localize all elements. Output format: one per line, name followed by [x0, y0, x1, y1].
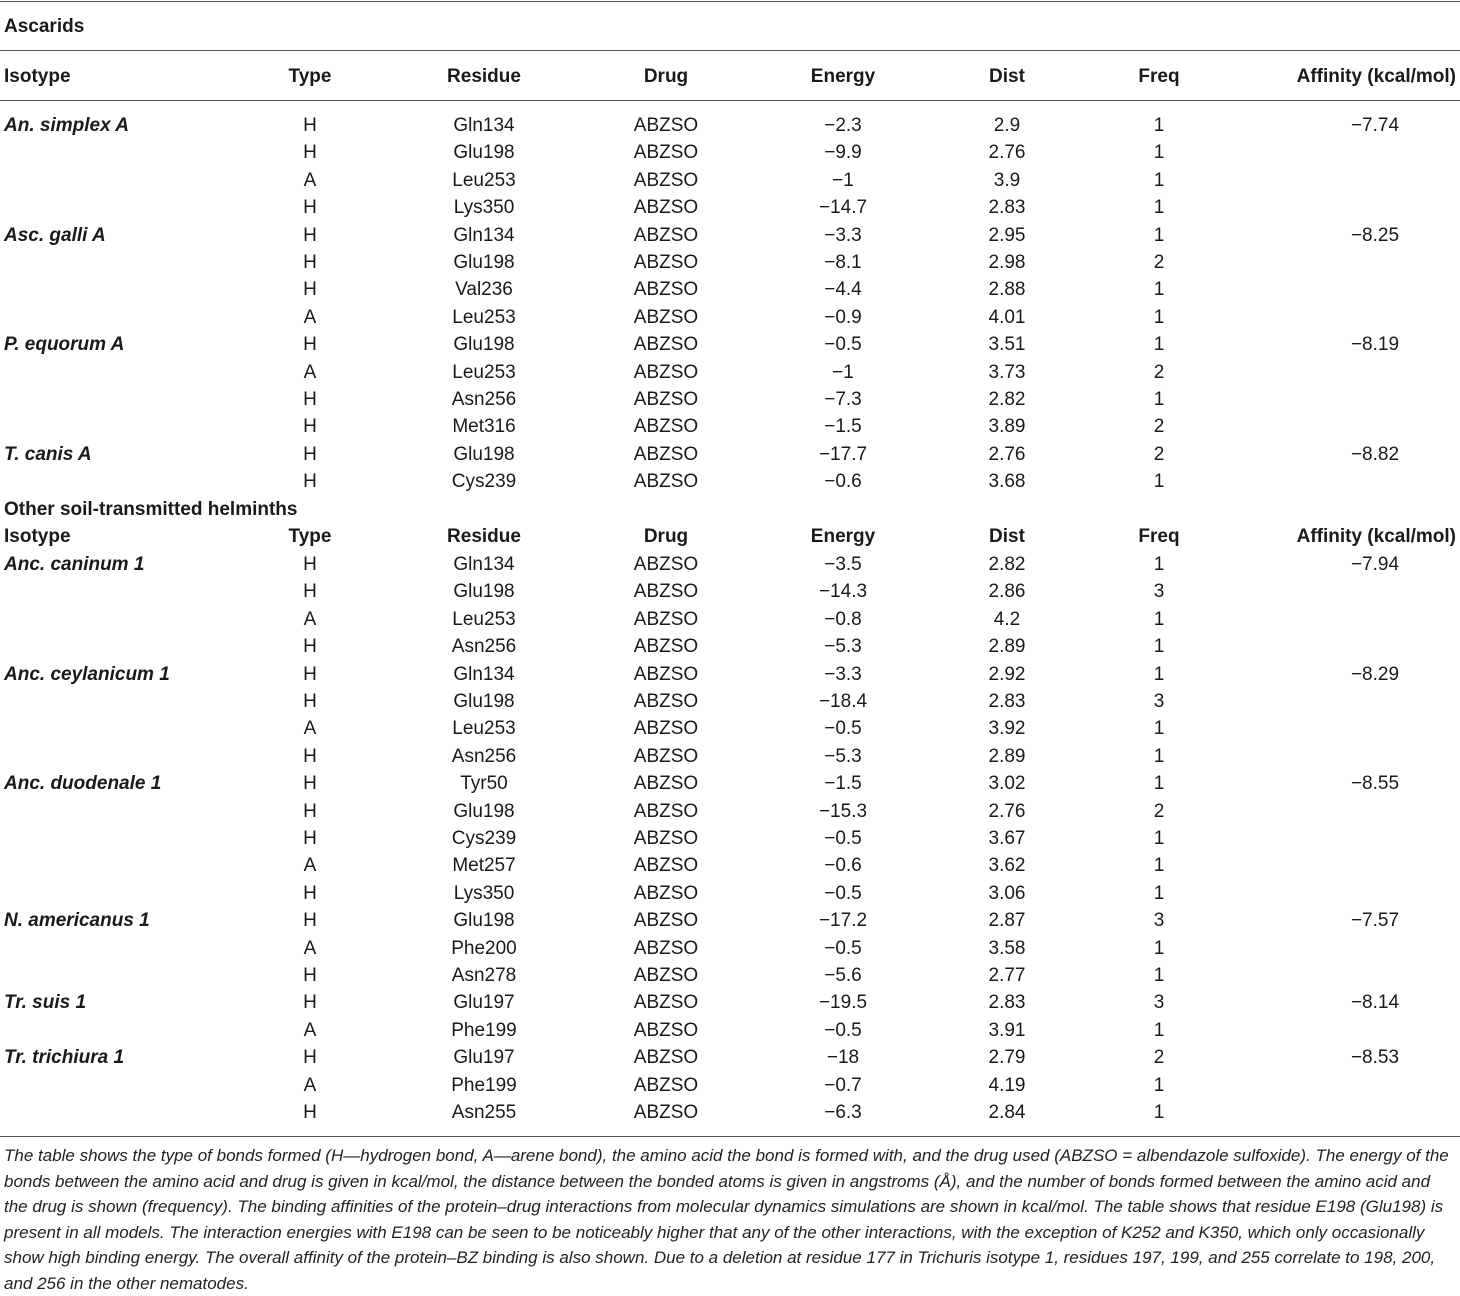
type-cell: H — [303, 636, 317, 658]
table-row — [0, 1017, 1460, 1044]
type-cell: H — [303, 554, 317, 575]
drug-cell: ABZSO — [633, 773, 699, 795]
freq-cell: 1 — [1153, 471, 1165, 493]
drug-cell: ABZSO — [633, 416, 699, 438]
dist-cell: 3.02 — [988, 773, 1026, 795]
drug-cell: ABZSO — [633, 800, 699, 822]
header-type: Type — [288, 66, 332, 87]
header-isotype: Isotype — [4, 66, 71, 87]
drug-cell: ABZSO — [633, 1047, 699, 1069]
type-cell: A — [303, 937, 317, 959]
energy-cell: −3.3 — [824, 663, 862, 685]
dist-cell: 2.87 — [988, 910, 1026, 932]
dist-cell: 2.84 — [988, 1102, 1026, 1123]
dist-cell: 3.92 — [988, 718, 1026, 740]
freq-cell: 1 — [1153, 142, 1165, 164]
type-cell: H — [303, 745, 317, 767]
affinity-cell: −7.57 — [1350, 910, 1400, 932]
dist-cell: 3.06 — [988, 882, 1026, 904]
table-row — [0, 359, 1460, 386]
isotype-cell: Anc. duodenale 1 — [4, 773, 162, 795]
dist-cell: 2.9 — [993, 115, 1021, 136]
freq-cell: 1 — [1153, 306, 1165, 328]
header-freq: Freq — [1138, 66, 1180, 87]
drug-cell: ABZSO — [633, 1019, 699, 1041]
isotype-cell: Anc. ceylanicum 1 — [4, 663, 170, 685]
drug-cell: ABZSO — [633, 389, 699, 410]
dist-cell: 2.82 — [988, 554, 1026, 575]
header-row-other-sth — [0, 523, 1460, 550]
dist-cell: 2.79 — [988, 1047, 1026, 1069]
energy-cell: −19.5 — [818, 992, 868, 1014]
dist-cell: 3.9 — [993, 169, 1021, 191]
energy-cell: −0.5 — [824, 1019, 862, 1041]
residue-cell: Glu198 — [453, 142, 515, 164]
energy-cell: −0.6 — [824, 855, 862, 877]
drug-cell: ABZSO — [633, 279, 699, 301]
affinity-cell: −7.74 — [1350, 115, 1400, 136]
residue-cell: Asn256 — [451, 389, 517, 410]
isotype-cell: Asc. galli A — [4, 224, 106, 246]
affinity-cell: −8.82 — [1350, 443, 1400, 465]
dist-cell: 2.76 — [988, 142, 1026, 164]
type-cell: H — [303, 773, 317, 795]
header-type: Type — [288, 526, 332, 547]
header-row-ascarids — [0, 63, 1460, 90]
dist-cell: 3.62 — [988, 855, 1026, 877]
affinity-cell: −8.29 — [1350, 663, 1400, 685]
header-freq: Freq — [1138, 526, 1180, 547]
type-cell: H — [303, 471, 317, 493]
type-cell: H — [303, 828, 317, 849]
table-row — [0, 112, 1460, 139]
affinity-cell: −8.53 — [1350, 1047, 1400, 1069]
affinity-cell: −8.55 — [1350, 773, 1400, 795]
residue-cell: Asn255 — [451, 1102, 517, 1123]
drug-cell: ABZSO — [633, 992, 699, 1014]
dist-cell: 3.58 — [988, 937, 1026, 959]
type-cell: H — [303, 663, 317, 685]
type-cell: H — [303, 882, 317, 904]
drug-cell: ABZSO — [633, 306, 699, 328]
type-cell: A — [303, 718, 317, 740]
type-cell: H — [303, 1047, 317, 1069]
type-cell: A — [303, 608, 317, 630]
freq-cell: 1 — [1153, 965, 1165, 986]
table-row — [0, 304, 1460, 331]
energy-cell: −18.4 — [818, 691, 868, 712]
energy-cell: −3.3 — [824, 224, 862, 246]
dist-cell: 2.95 — [988, 224, 1026, 246]
table-row — [0, 139, 1460, 166]
freq-cell: 1 — [1153, 197, 1165, 219]
freq-cell: 3 — [1153, 910, 1165, 932]
header-dist: Dist — [989, 66, 1025, 87]
drug-cell: ABZSO — [633, 965, 699, 986]
freq-cell: 1 — [1153, 554, 1165, 575]
freq-cell: 1 — [1153, 279, 1165, 301]
drug-cell: ABZSO — [633, 361, 699, 383]
dist-cell: 2.88 — [988, 279, 1026, 301]
type-cell: H — [303, 691, 317, 712]
isotype-cell: T. canis A — [4, 443, 92, 465]
drug-cell: ABZSO — [633, 691, 699, 712]
header-residue: Residue — [447, 66, 521, 87]
energy-cell: −0.8 — [824, 608, 862, 630]
freq-cell: 1 — [1153, 828, 1165, 849]
residue-cell: Lys350 — [453, 882, 515, 904]
type-cell: H — [303, 142, 317, 164]
type-cell: H — [303, 389, 317, 410]
isotype-cell: N. americanus 1 — [4, 910, 150, 932]
drug-cell: ABZSO — [633, 745, 699, 767]
residue-cell: Glu198 — [453, 252, 515, 273]
dist-cell: 3.51 — [988, 334, 1026, 356]
residue-cell: Phe199 — [451, 1074, 517, 1096]
residue-cell: Gln134 — [453, 115, 515, 136]
type-cell: H — [303, 115, 317, 136]
table-row — [0, 194, 1460, 221]
freq-cell: 1 — [1153, 882, 1165, 904]
type-cell: A — [303, 855, 317, 877]
drug-cell: ABZSO — [633, 718, 699, 740]
residue-cell: Glu197 — [453, 992, 515, 1014]
energy-cell: −1.5 — [824, 416, 862, 438]
energy-cell: −17.2 — [818, 910, 868, 932]
dist-cell: 2.92 — [988, 663, 1026, 685]
table-row — [0, 441, 1460, 468]
energy-cell: −1 — [832, 361, 854, 383]
energy-cell: −4.4 — [824, 279, 862, 301]
type-cell: H — [303, 1102, 317, 1123]
table-row — [0, 551, 1460, 578]
freq-cell: 2 — [1153, 252, 1165, 273]
dist-cell: 3.67 — [988, 828, 1026, 849]
drug-cell: ABZSO — [633, 937, 699, 959]
freq-cell: 2 — [1153, 1047, 1165, 1069]
residue-cell: Cys239 — [451, 471, 517, 493]
table-row — [0, 661, 1460, 688]
table-row — [0, 1072, 1460, 1099]
energy-cell: −1.5 — [824, 773, 862, 795]
type-cell: H — [303, 334, 317, 356]
freq-cell: 1 — [1153, 1102, 1165, 1123]
table-row — [0, 989, 1460, 1016]
table-row — [0, 331, 1460, 358]
affinity-cell: −8.14 — [1350, 992, 1400, 1014]
header-residue: Residue — [447, 526, 521, 547]
drug-cell: ABZSO — [633, 882, 699, 904]
residue-cell: Glu198 — [453, 800, 515, 822]
residue-cell: Lys350 — [453, 197, 515, 219]
top-rule — [0, 1, 1460, 2]
table-row — [0, 798, 1460, 825]
dist-cell: 4.2 — [993, 608, 1021, 630]
dist-cell: 3.91 — [988, 1019, 1026, 1041]
drug-cell: ABZSO — [633, 554, 699, 575]
dist-cell: 2.86 — [988, 581, 1026, 603]
table-row — [0, 386, 1460, 413]
dist-cell: 2.83 — [988, 691, 1026, 712]
freq-cell: 1 — [1153, 115, 1165, 136]
residue-cell: Phe199 — [451, 1019, 517, 1041]
freq-cell: 1 — [1153, 718, 1165, 740]
residue-cell: Tyr50 — [460, 773, 508, 795]
residue-cell: Met257 — [452, 855, 516, 877]
energy-cell: −18 — [826, 1047, 860, 1069]
dist-cell: 3.68 — [988, 471, 1026, 493]
affinity-cell: −8.25 — [1350, 224, 1400, 246]
drug-cell: ABZSO — [633, 828, 699, 849]
section-rule — [0, 50, 1460, 51]
dist-cell: 2.82 — [988, 389, 1026, 410]
drug-cell: ABZSO — [633, 1074, 699, 1096]
isotype-cell: An. simplex A — [4, 115, 129, 136]
dist-cell: 2.89 — [988, 636, 1026, 658]
dist-cell: 4.01 — [988, 306, 1026, 328]
residue-cell: Glu198 — [453, 691, 515, 712]
table-row — [0, 825, 1460, 852]
table-row — [0, 880, 1460, 907]
isotype-cell: P. equorum A — [4, 334, 125, 356]
freq-cell: 2 — [1153, 443, 1165, 465]
drug-cell: ABZSO — [633, 581, 699, 603]
freq-cell: 2 — [1153, 800, 1165, 822]
energy-cell: −1 — [832, 169, 854, 191]
drug-cell: ABZSO — [633, 608, 699, 630]
residue-cell: Gln134 — [453, 554, 515, 575]
drug-cell: ABZSO — [633, 252, 699, 273]
energy-cell: −7.3 — [824, 389, 862, 410]
type-cell: H — [303, 252, 317, 273]
energy-cell: −0.5 — [824, 334, 862, 356]
table-row — [0, 1044, 1460, 1071]
bottom-rule — [0, 1136, 1460, 1137]
type-cell: A — [303, 1074, 317, 1096]
drug-cell: ABZSO — [633, 471, 699, 493]
dist-cell: 2.83 — [988, 992, 1026, 1014]
table-row — [0, 413, 1460, 440]
residue-cell: Val236 — [455, 279, 513, 301]
type-cell: H — [303, 197, 317, 219]
dist-cell: 4.19 — [988, 1074, 1026, 1096]
freq-cell: 1 — [1153, 169, 1165, 191]
freq-cell: 1 — [1153, 745, 1165, 767]
table-row — [0, 852, 1460, 879]
table-row — [0, 962, 1460, 989]
residue-cell: Asn256 — [451, 745, 517, 767]
isotype-cell: Anc. caninum 1 — [4, 554, 145, 575]
freq-cell: 1 — [1153, 663, 1165, 685]
energy-cell: −8.1 — [824, 252, 862, 273]
drug-cell: ABZSO — [633, 1102, 699, 1123]
energy-cell: −0.9 — [824, 306, 862, 328]
header-drug: Drug — [643, 526, 689, 547]
dist-cell: 3.89 — [988, 416, 1026, 438]
energy-cell: −0.6 — [824, 471, 862, 493]
header-rule — [0, 100, 1460, 101]
isotype-cell: Tr. suis 1 — [4, 992, 87, 1014]
dist-cell: 2.77 — [988, 965, 1026, 986]
drug-cell: ABZSO — [633, 663, 699, 685]
drug-cell: ABZSO — [633, 334, 699, 356]
freq-cell: 2 — [1153, 361, 1165, 383]
energy-cell: −14.7 — [818, 197, 868, 219]
freq-cell: 1 — [1153, 636, 1165, 658]
energy-cell: −3.5 — [824, 554, 862, 575]
drug-cell: ABZSO — [633, 910, 699, 932]
freq-cell: 3 — [1153, 992, 1165, 1014]
table-row — [0, 935, 1460, 962]
dist-cell: 2.76 — [988, 443, 1026, 465]
residue-cell: Glu198 — [453, 334, 515, 356]
table-row — [0, 1099, 1460, 1126]
energy-cell: −5.3 — [824, 745, 862, 767]
table-row — [0, 468, 1460, 495]
drug-cell: ABZSO — [633, 197, 699, 219]
type-cell: A — [303, 1019, 317, 1041]
freq-cell: 1 — [1153, 773, 1165, 795]
drug-cell: ABZSO — [633, 224, 699, 246]
residue-cell: Gln134 — [453, 224, 515, 246]
section-title-ascarids: Ascarids — [4, 16, 85, 37]
drug-cell: ABZSO — [633, 115, 699, 136]
type-cell: H — [303, 800, 317, 822]
header-dist: Dist — [989, 526, 1025, 547]
drug-cell: ABZSO — [633, 855, 699, 877]
table-footnote: The table shows the type of bonds formed (H—hydrogen bond, A—arene bond), the amino acid the bond is formed with, and the drug used (ABZSO = albendazole sulfoxide). The energy of the bonds between the amino acid and drug is given in kcal/mol, the distance between the bonded atoms is given in angstroms (Å), and the number of bonds formed between the amino acid and the drug is shown (frequency). The binding affinities of the protein–drug interactions from molecular dynamics simulations are shown in kcal/mol. The table shows that residue E198 (Glu198) is present in all models. The interaction energies with E198 can be seen to be noticeably higher that any of the other interactions, with the exception of K252 and K350, which only occasionally show high binding energy. The overall affinity of the protein–BZ binding is also shown. Due to a deletion at residue 177 in Trichuris isotype 1, residues 197, 199, and 255 correlate to 198, 200, and 256 in the other nematodes. — [4, 1146, 1449, 1293]
table-row — [0, 276, 1460, 303]
residue-cell: Met316 — [452, 416, 516, 438]
energy-cell: −0.5 — [824, 937, 862, 959]
type-cell: A — [303, 169, 317, 191]
freq-cell: 1 — [1153, 937, 1165, 959]
type-cell: A — [303, 306, 317, 328]
residue-cell: Leu253 — [452, 169, 516, 191]
table-row — [0, 578, 1460, 605]
residue-cell: Phe200 — [451, 937, 517, 959]
type-cell: H — [303, 992, 317, 1014]
table-row — [0, 743, 1460, 770]
residue-cell: Leu253 — [452, 361, 516, 383]
residue-cell: Cys239 — [451, 828, 517, 849]
drug-cell: ABZSO — [633, 443, 699, 465]
header-drug: Drug — [643, 66, 689, 87]
residue-cell: Glu198 — [453, 910, 515, 932]
type-cell: H — [303, 910, 317, 932]
freq-cell: 3 — [1153, 581, 1165, 603]
table-row — [0, 715, 1460, 742]
affinity-cell: −7.94 — [1350, 554, 1400, 575]
freq-cell: 1 — [1153, 224, 1165, 246]
dist-cell: 2.89 — [988, 745, 1026, 767]
drug-cell: ABZSO — [633, 142, 699, 164]
type-cell: H — [303, 279, 317, 301]
energy-cell: −5.3 — [824, 636, 862, 658]
type-cell: H — [303, 224, 317, 246]
header-affinity: Affinity (kcal/mol) — [1296, 66, 1456, 87]
section-title-other-sth: Other soil-transmitted helminths — [4, 499, 298, 520]
type-cell: H — [303, 581, 317, 603]
header-energy: Energy — [810, 526, 876, 547]
energy-cell: −0.7 — [824, 1074, 862, 1096]
freq-cell: 2 — [1153, 416, 1165, 438]
energy-cell: −14.3 — [818, 581, 868, 603]
freq-cell: 1 — [1153, 855, 1165, 877]
freq-cell: 1 — [1153, 334, 1165, 356]
table-row — [0, 770, 1460, 797]
residue-cell: Leu253 — [452, 608, 516, 630]
header-isotype: Isotype — [4, 526, 71, 547]
dist-cell: 2.76 — [988, 800, 1026, 822]
energy-cell: −0.5 — [824, 718, 862, 740]
header-affinity: Affinity (kcal/mol) — [1296, 526, 1456, 547]
drug-cell: ABZSO — [633, 636, 699, 658]
energy-cell: −17.7 — [818, 443, 868, 465]
energy-cell: −6.3 — [824, 1102, 862, 1123]
isotype-cell: Tr. trichiura 1 — [4, 1047, 125, 1069]
table-row — [0, 222, 1460, 249]
type-cell: H — [303, 965, 317, 986]
table-row — [0, 249, 1460, 276]
residue-cell: Leu253 — [452, 718, 516, 740]
freq-cell: 3 — [1153, 691, 1165, 712]
freq-cell: 1 — [1153, 608, 1165, 630]
table-row — [0, 633, 1460, 660]
affinity-cell: −8.19 — [1350, 334, 1400, 356]
residue-cell: Glu198 — [453, 581, 515, 603]
type-cell: H — [303, 416, 317, 438]
drug-cell: ABZSO — [633, 169, 699, 191]
energy-cell: −5.6 — [824, 965, 862, 986]
residue-cell: Glu198 — [453, 443, 515, 465]
type-cell: H — [303, 443, 317, 465]
energy-cell: −2.3 — [824, 115, 862, 136]
residue-cell: Asn278 — [451, 965, 517, 986]
table-row — [0, 167, 1460, 194]
header-energy: Energy — [810, 66, 876, 87]
table-row — [0, 606, 1460, 633]
freq-cell: 1 — [1153, 1074, 1165, 1096]
freq-cell: 1 — [1153, 1019, 1165, 1041]
energy-cell: −9.9 — [824, 142, 862, 164]
freq-cell: 1 — [1153, 389, 1165, 410]
energy-cell: −15.3 — [818, 800, 868, 822]
energy-cell: −0.5 — [824, 828, 862, 849]
residue-cell: Gln134 — [453, 663, 515, 685]
residue-cell: Glu197 — [453, 1047, 515, 1069]
table-row — [0, 907, 1460, 934]
table-row — [0, 688, 1460, 715]
energy-cell: −0.5 — [824, 882, 862, 904]
residue-cell: Leu253 — [452, 306, 516, 328]
type-cell: A — [303, 361, 317, 383]
dist-cell: 2.98 — [988, 252, 1026, 273]
residue-cell: Asn256 — [451, 636, 517, 658]
dist-cell: 2.83 — [988, 197, 1026, 219]
dist-cell: 3.73 — [988, 361, 1026, 383]
